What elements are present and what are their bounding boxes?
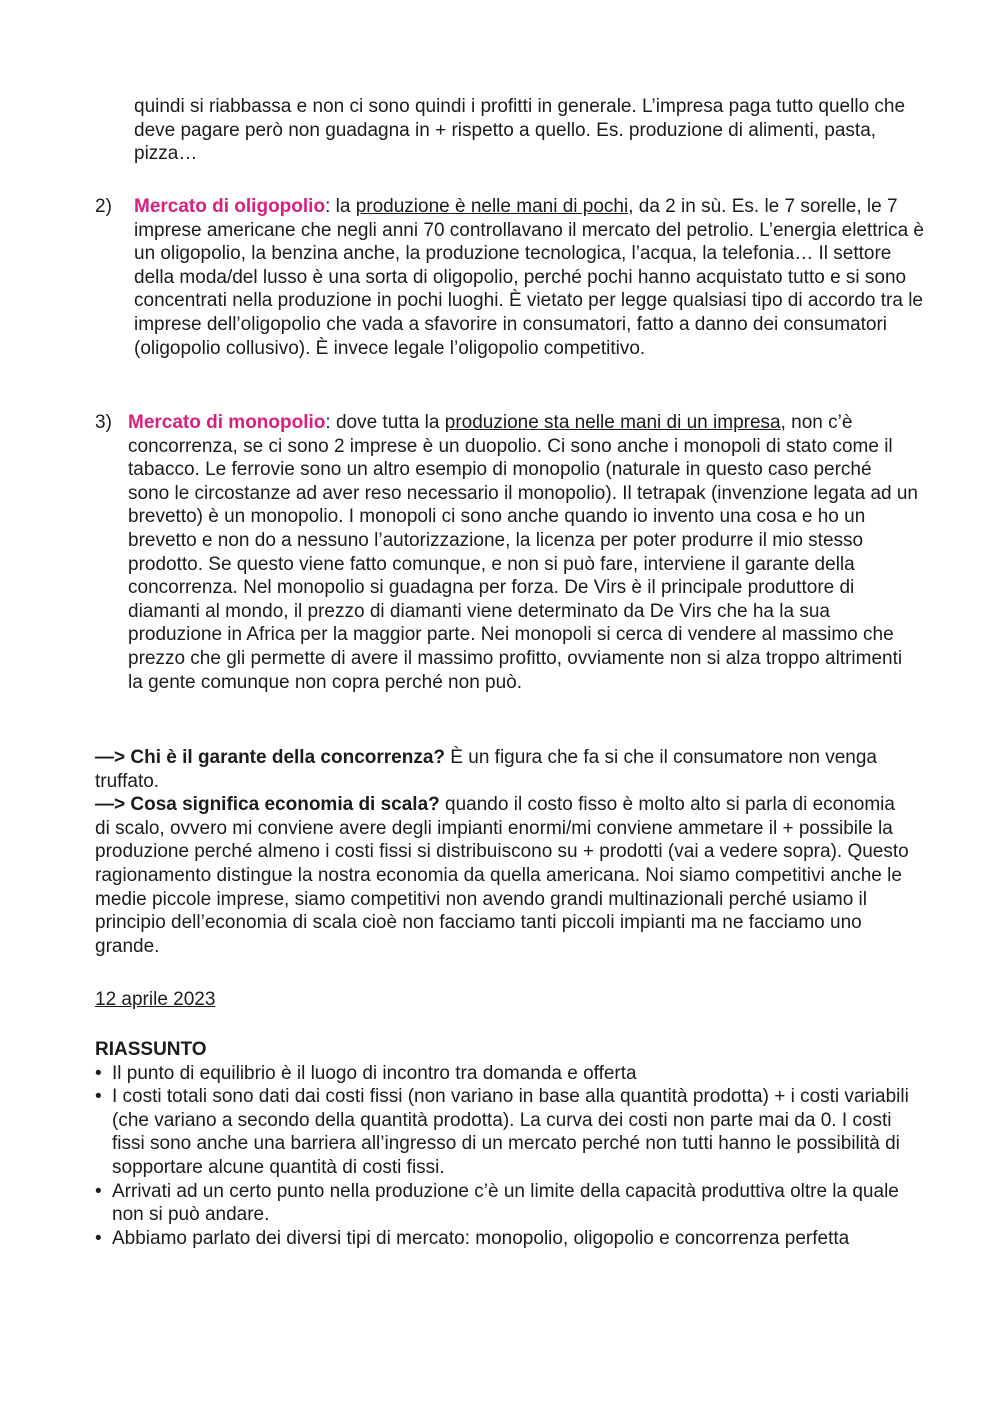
date-heading: 12 aprile 2023 [95, 989, 216, 1010]
list-item-text: Abbiamo parlato dei diversi tipi di mercato: monopolio, oligopolio e concorrenza perfetta [112, 1227, 850, 1249]
qa-item [95, 793, 915, 958]
answer-text: È un figura che fa si che il consumatore non venga truffato. [95, 747, 877, 792]
list-item-text: I costi totali sono dati dai costi fissi (non variano in base alla quantità prodotta) + i costi variabili (che variano a secondo della quantità prodotta). La curva dei costi non parte mai da 0. I costi fissi sono anche una barriera all’ingresso di un mercato perché non tutti hanno le possibilità di sopportare alcune quantità di costi fissi. [112, 1086, 909, 1178]
qa-section [95, 746, 915, 958]
bullet-icon: • [95, 1180, 102, 1202]
bullet-icon: • [95, 1086, 102, 1108]
text-fragment: : la [325, 196, 356, 217]
term-heading: Mercato di monopolio [128, 412, 326, 433]
summary-heading: RIASSUNTO [95, 1039, 207, 1060]
paragraph-text: , non c’è concorrenza, se ci sono 2 imprese è un duopolio. Ci sono anche i monopoli di stato come il tabacco. Le ferrovie sono un altro esempio di monopolio (naturale in questo caso perché sono le circostanze ad aver reso necessario il monopolio). Il tetrapak (invenzione legata ad un brevetto) è un monopolio. I monopoli ci sono anche quando io invento una cosa e ho un brevetto e non do a nessuno l’autorizzazione, la licenza per poter produrre il mio stesso prodotto. Se questo viene fatto comunque, e non si può fare, interviene il garante della concorrenza. Nel monopolio si guadagna per forza. De Virs è il principale produttore di diamanti al mondo, il prezzo di diamanti viene determinato da De Virs che ha la sua produzione in Africa per la maggior parte. Nei monopoli si cerca di vendere al massimo che prezzo che gli permette di avere il massimo profitto, ovviamente non si alza troppo altrimenti la gente comunque non copra perché non può. [128, 412, 919, 693]
paragraph-text: , da 2 in sù. Es. le 7 sorelle, le 7 imprese americane che negli anni 70 controllavano il mercato del petrolio. L’energia elettrica è un oligopolio, la benzina anche, la produzione tecnologica, l’acqua, la telefonia… Il settore della moda/del lusso è una sorta di oligopolio, perché pochi hanno acquistato tutto e si sono concentrati nella produzione in pochi luoghi. È vietato per legge qualsiasi tipo di accordo tra le imprese dell’oligopolio che vada a sfavorire in consumatori, fatto a danno dei consumatori (oligopolio collusivo). È invece legale l’oligopolio competitivo. [134, 196, 925, 359]
list-item [95, 1227, 925, 1251]
question-text: —> Chi è il garante della concorrenza? [95, 747, 446, 768]
list-number: 3) [95, 412, 112, 433]
term-heading: Mercato di oligopolio [134, 196, 326, 217]
answer-text: quando il costo fisso è molto alto si parla di economia di scalo, ovvero mi conviene avere degli impianti enormi/mi conviene ammetare il + possibile la produzione perché almeno i costi fissi si distribuiscono su + prodotti (vai a vedere sopra). Questo ragionamento distingue la nostra economia da quella americana. Noi siamo competitivi anche le medie piccole imprese, siamo competitivi non avendo grandi multinazionali perché usiamo il principio dell’economia di scala cioè non facciamo tanti piccoli impianti ma ne facciamo uno grande. [95, 794, 909, 957]
bullet-icon: • [95, 1227, 102, 1249]
list-item [95, 1085, 925, 1179]
bullet-icon: • [95, 1062, 102, 1084]
question-text: —> Cosa significa economia di scala? [95, 794, 440, 816]
summary-list [95, 1062, 925, 1251]
summary-section [95, 1038, 925, 1250]
list-item [95, 1062, 925, 1086]
intro-paragraph: quindi si riabbassa e non ci sono quindi i profitti in generale. L’impresa paga tutto quello che deve pagare però non guadagna in + rispetto a quello. Es. produzione di alimenti, pasta, pizza… [134, 96, 906, 165]
list-item-text: Il punto di equilibrio è il luogo di incontro tra domanda e offerta [112, 1062, 637, 1084]
list-item-body [128, 411, 918, 694]
qa-item [95, 746, 915, 793]
underlined-phrase: produzione sta nelle mani di un impresa [444, 412, 781, 433]
list-item-text: Arrivati ad un certo punto nella produzione c’è un limite della capacità produttiva oltre la quale non si può andare. [112, 1180, 899, 1226]
list-item-body [134, 195, 924, 360]
underlined-phrase: produzione è nelle mani di pochi [355, 196, 629, 217]
list-item [95, 1180, 925, 1227]
text-fragment: : dove tutta la [325, 412, 445, 433]
list-number: 2) [95, 196, 112, 217]
